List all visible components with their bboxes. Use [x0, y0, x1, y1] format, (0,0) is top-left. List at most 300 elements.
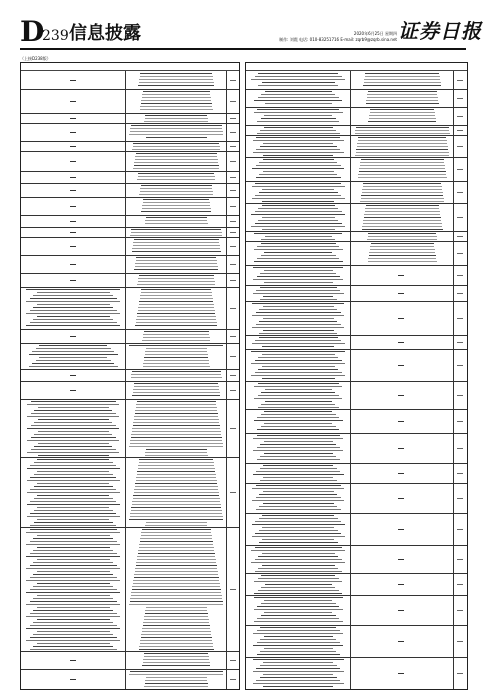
- content-cell: [351, 657, 454, 689]
- text-line: [254, 420, 343, 421]
- status-cell: [227, 197, 239, 215]
- text-line: [254, 100, 342, 101]
- text-line: [255, 559, 342, 560]
- content-cell: [351, 513, 454, 545]
- text-line: [37, 316, 110, 317]
- table-row: [246, 89, 467, 108]
- text-line: [260, 146, 337, 147]
- text-line: [262, 515, 334, 516]
- status-mark: [230, 428, 236, 429]
- text-line: [261, 255, 336, 256]
- text-line: [134, 239, 219, 240]
- empty-marker: [70, 232, 76, 233]
- text-line: [262, 346, 334, 347]
- text-line: [31, 449, 116, 450]
- text-line: [257, 258, 339, 259]
- text-line: [251, 550, 345, 551]
- item-cell: [21, 183, 126, 197]
- status-mark: [230, 101, 236, 102]
- text-line: [264, 282, 333, 283]
- text-line: [132, 504, 221, 505]
- text-line: [133, 498, 220, 499]
- text-line: [357, 146, 448, 147]
- text-line: [360, 162, 444, 163]
- empty-marker: [398, 318, 404, 319]
- text-line: [253, 683, 344, 684]
- status-cell: [227, 457, 239, 527]
- table-row: [21, 651, 239, 670]
- text-line: [252, 500, 344, 501]
- status-cell: [227, 89, 239, 113]
- table-row: [246, 513, 467, 546]
- text-line: [257, 435, 340, 436]
- empty-marker: [70, 177, 76, 178]
- text-line: [255, 372, 342, 373]
- text-line: [34, 410, 112, 411]
- status-cell: [454, 301, 467, 335]
- item-cell: [21, 369, 126, 381]
- text-line: [139, 459, 213, 460]
- text-line: [139, 462, 214, 463]
- text-line: [30, 625, 117, 626]
- text-line: [254, 593, 342, 594]
- content-cell: [126, 113, 227, 123]
- text-line: [134, 577, 219, 578]
- table-row: [21, 255, 239, 274]
- table-row: [21, 381, 239, 400]
- text-line: [30, 465, 116, 466]
- text-line: [261, 414, 336, 415]
- text-line: [361, 159, 444, 160]
- text-line: [255, 183, 341, 184]
- text-line: [140, 76, 213, 77]
- text-line: [255, 547, 342, 548]
- text-line: [145, 683, 208, 684]
- text-line: [255, 571, 342, 572]
- text-line: [37, 619, 110, 620]
- text-line: [368, 258, 436, 259]
- page-header: [0, 0, 484, 50]
- text-line: [30, 529, 117, 530]
- text-line: [253, 671, 344, 672]
- text-line: [143, 659, 209, 660]
- text-line: [253, 293, 344, 294]
- text-line: [146, 522, 207, 523]
- text-line: [26, 640, 120, 641]
- text-line: [265, 91, 332, 92]
- text-line: [260, 639, 336, 640]
- empty-marker: [70, 280, 76, 281]
- text-line: [252, 327, 344, 328]
- text-line: [138, 310, 215, 311]
- text-line: [140, 538, 212, 539]
- text-line: [145, 351, 207, 352]
- text-line: [251, 351, 345, 352]
- text-line: [258, 97, 339, 98]
- text-line: [38, 419, 109, 420]
- text-line: [135, 571, 218, 572]
- text-line: [141, 185, 212, 186]
- text-line: [37, 559, 110, 560]
- text-line: [132, 586, 220, 587]
- item-cell: [246, 625, 351, 657]
- text-line: [261, 118, 336, 119]
- status-cell: [227, 123, 239, 141]
- text-line: [130, 601, 223, 602]
- text-line: [363, 85, 441, 86]
- empty-marker: [398, 673, 404, 674]
- item-cell: [21, 215, 126, 227]
- text-line: [130, 128, 222, 129]
- text-line: [26, 580, 120, 581]
- text-line: [133, 495, 219, 496]
- item-cell: [21, 329, 126, 343]
- text-line: [34, 422, 112, 423]
- text-line: [140, 541, 213, 542]
- text-line: [136, 322, 217, 323]
- content-cell: [126, 343, 227, 369]
- status-mark: [457, 146, 463, 147]
- text-line: [145, 452, 207, 453]
- text-line: [262, 527, 334, 528]
- table-row: [246, 349, 467, 382]
- table-row: [246, 301, 467, 336]
- text-line: [367, 239, 437, 240]
- text-line: [132, 251, 221, 252]
- text-line: [131, 374, 221, 375]
- text-line: [263, 171, 334, 172]
- text-line: [253, 279, 343, 280]
- text-line: [364, 217, 441, 218]
- text-line: [133, 146, 220, 147]
- table-row: [21, 329, 239, 344]
- text-line: [263, 686, 333, 687]
- text-line: [30, 513, 116, 514]
- text-line: [30, 649, 117, 650]
- content-cell: [126, 527, 227, 651]
- content-cell: [351, 349, 454, 381]
- status-cell: [454, 265, 467, 285]
- status-cell: [454, 181, 467, 203]
- content-cell: [351, 181, 454, 203]
- text-line: [142, 628, 210, 629]
- text-line: [257, 630, 340, 631]
- text-line: [26, 544, 120, 545]
- text-line: [256, 497, 341, 498]
- status-mark: [457, 342, 463, 343]
- text-line: [129, 519, 223, 520]
- table-row: [246, 657, 467, 690]
- item-cell: [246, 657, 351, 689]
- text-line: [133, 143, 219, 144]
- text-line: [143, 662, 210, 663]
- content-cell: [126, 71, 227, 89]
- text-line: [260, 651, 336, 652]
- text-line: [145, 613, 208, 614]
- text-line: [130, 440, 222, 441]
- item-cell: [21, 237, 126, 255]
- text-line: [133, 389, 219, 390]
- text-line: [30, 577, 117, 578]
- status-cell: [454, 135, 467, 157]
- status-cell: [227, 369, 239, 381]
- text-line: [257, 246, 339, 247]
- text-line: [367, 97, 438, 98]
- text-line: [138, 278, 214, 279]
- empty-marker: [398, 395, 404, 396]
- text-line: [264, 411, 332, 412]
- status-mark: [457, 116, 463, 117]
- empty-marker: [398, 610, 404, 611]
- text-line: [139, 79, 213, 80]
- text-line: [253, 438, 343, 439]
- status-cell: [454, 285, 467, 301]
- text-line: [37, 495, 109, 496]
- text-line: [131, 434, 221, 435]
- empty-marker: [398, 529, 404, 530]
- text-line: [141, 637, 212, 638]
- content-cell: [126, 215, 227, 227]
- text-line: [257, 276, 340, 277]
- text-line: [264, 600, 332, 601]
- text-line: [37, 595, 110, 596]
- item-cell: [21, 113, 126, 123]
- status-mark: [230, 356, 236, 357]
- empty-marker: [398, 473, 404, 474]
- status-mark: [457, 448, 463, 449]
- text-line: [255, 195, 341, 196]
- status-mark: [230, 161, 236, 162]
- text-line: [365, 76, 440, 77]
- text-line: [26, 532, 120, 533]
- text-line: [258, 395, 339, 396]
- status-mark: [457, 253, 463, 254]
- text-line: [135, 410, 217, 411]
- item-cell: [21, 381, 126, 399]
- text-line: [141, 535, 212, 536]
- text-line: [27, 516, 120, 517]
- text-line: [144, 121, 208, 122]
- text-line: [255, 340, 341, 341]
- text-line: [135, 325, 217, 326]
- table-row: [246, 409, 467, 434]
- status-mark: [230, 336, 236, 337]
- status-cell: [454, 157, 467, 181]
- text-line: [253, 645, 343, 646]
- text-line: [26, 592, 120, 593]
- text-line: [26, 628, 120, 629]
- text-line: [368, 91, 437, 92]
- status-mark: [457, 293, 463, 294]
- text-line: [137, 316, 216, 317]
- empty-marker: [398, 365, 404, 366]
- item-cell: [21, 273, 126, 287]
- empty-marker: [70, 101, 76, 102]
- item-cell: [246, 433, 351, 463]
- status-cell: [227, 343, 239, 369]
- text-line: [252, 536, 345, 537]
- text-line: [260, 480, 337, 481]
- text-line: [132, 395, 220, 396]
- status-cell: [227, 237, 239, 255]
- status-mark: [457, 498, 463, 499]
- text-line: [264, 636, 333, 637]
- text-line: [39, 345, 107, 346]
- text-line: [131, 125, 222, 126]
- text-line: [134, 574, 218, 575]
- text-line: [143, 363, 209, 364]
- content-cell: [126, 151, 227, 171]
- content-cell: [351, 545, 454, 573]
- text-line: [134, 165, 219, 166]
- text-line: [136, 153, 217, 154]
- text-line: [254, 581, 342, 582]
- status-cell: [227, 527, 239, 651]
- content-cell: [351, 241, 454, 265]
- text-line: [34, 510, 113, 511]
- text-line: [27, 468, 120, 469]
- empty-marker: [398, 275, 404, 276]
- status-cell: [454, 335, 467, 349]
- text-line: [358, 140, 447, 141]
- text-line: [253, 152, 344, 153]
- text-line: [256, 680, 340, 681]
- text-line: [144, 656, 209, 657]
- item-cell: [246, 135, 351, 157]
- table-row: [21, 237, 239, 256]
- text-line: [143, 199, 209, 200]
- status-mark: [457, 98, 463, 99]
- content-cell: [126, 227, 227, 237]
- item-cell: [246, 241, 351, 265]
- text-line: [129, 345, 223, 346]
- text-line: [264, 423, 332, 424]
- content-cell: [351, 463, 454, 483]
- text-line: [366, 103, 439, 104]
- status-cell: [454, 657, 467, 689]
- text-line: [368, 261, 437, 262]
- status-cell: [454, 381, 467, 409]
- text-line: [262, 189, 334, 190]
- text-line: [258, 208, 338, 209]
- text-line: [145, 223, 208, 224]
- text-line: [256, 290, 340, 291]
- text-line: [135, 568, 217, 569]
- text-line: [262, 378, 335, 379]
- text-line: [260, 665, 337, 666]
- item-cell: [21, 141, 126, 151]
- text-line: [256, 509, 341, 510]
- status-mark: [230, 118, 236, 119]
- header-rule: [20, 48, 466, 50]
- text-line: [33, 319, 113, 320]
- text-line: [139, 194, 213, 195]
- text-line: [262, 201, 334, 202]
- text-line: [33, 646, 113, 647]
- text-line: [261, 587, 335, 588]
- text-line: [34, 522, 113, 523]
- content-cell: [351, 483, 454, 513]
- text-line: [363, 220, 441, 221]
- content-cell: [126, 197, 227, 215]
- text-line: [133, 245, 220, 246]
- text-line: [145, 455, 208, 456]
- table-row: [21, 273, 239, 288]
- text-line: [34, 486, 113, 487]
- empty-marker: [70, 221, 76, 222]
- text-line: [30, 501, 116, 502]
- text-line: [37, 607, 110, 608]
- text-line: [262, 354, 335, 355]
- item-cell: [21, 255, 126, 273]
- text-line: [259, 530, 338, 531]
- content-cell: [126, 89, 227, 113]
- text-line: [37, 643, 110, 644]
- text-line: [139, 275, 214, 276]
- text-line: [140, 109, 213, 110]
- text-line: [139, 301, 213, 302]
- text-line: [144, 653, 208, 654]
- text-line: [37, 583, 110, 584]
- empty-marker: [70, 146, 76, 147]
- text-line: [30, 298, 117, 299]
- content-cell: [126, 329, 227, 343]
- text-line: [262, 539, 334, 540]
- status-cell: [227, 183, 239, 197]
- status-cell: [227, 215, 239, 227]
- text-line: [254, 233, 342, 234]
- content-cell: [351, 157, 454, 181]
- text-line: [259, 192, 338, 193]
- text-line: [355, 130, 449, 131]
- text-line: [137, 179, 215, 180]
- text-line: [251, 375, 345, 376]
- text-line: [265, 389, 332, 390]
- text-line: [142, 665, 210, 666]
- status-mark: [230, 660, 236, 661]
- text-line: [129, 134, 223, 135]
- text-line: [256, 312, 341, 313]
- text-line: [134, 416, 218, 417]
- content-cell: [351, 231, 454, 241]
- text-line: [31, 437, 116, 438]
- right-table-header: [246, 63, 467, 71]
- text-line: [27, 452, 119, 453]
- text-line: [135, 159, 218, 160]
- text-line: [144, 686, 208, 687]
- text-line: [264, 453, 333, 454]
- text-line: [131, 232, 222, 233]
- status-cell: [227, 113, 239, 123]
- text-line: [31, 425, 116, 426]
- text-line: [145, 115, 207, 116]
- text-line: [136, 477, 216, 478]
- text-line: [37, 535, 110, 536]
- text-line: [261, 575, 335, 576]
- empty-marker: [70, 264, 76, 265]
- content-cell: [351, 573, 454, 595]
- text-line: [135, 483, 217, 484]
- text-line: [140, 191, 213, 192]
- item-cell: [21, 669, 126, 689]
- text-line: [263, 159, 334, 160]
- text-line: [138, 307, 214, 308]
- item-cell: [21, 527, 126, 651]
- item-cell: [246, 71, 351, 89]
- text-line: [133, 168, 219, 169]
- text-line: [31, 401, 116, 402]
- text-line: [255, 521, 341, 522]
